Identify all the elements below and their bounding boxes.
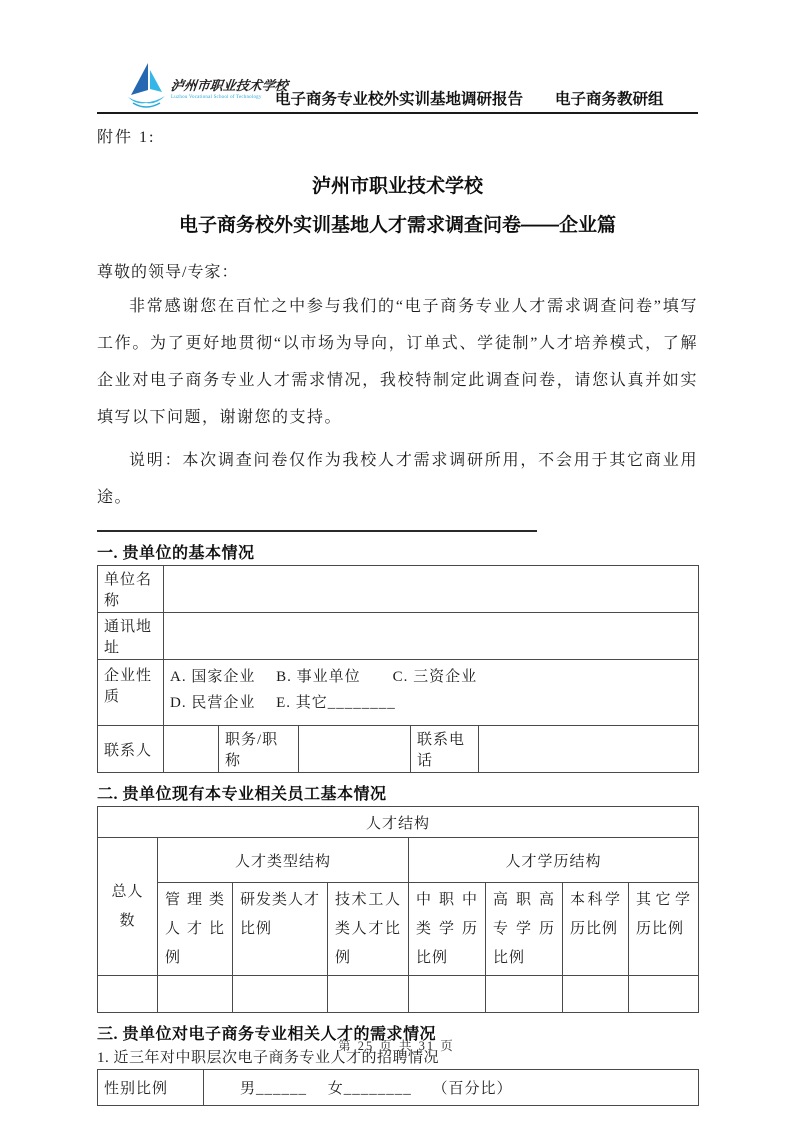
unit-name-field [164, 566, 699, 613]
table-row [98, 883, 699, 976]
phone-label: 联系电话 [411, 726, 479, 773]
table-row [98, 613, 699, 660]
section3-heading: 三. 贵单位对电子商务专业相关人才的需求情况 [97, 1026, 437, 1043]
empty-cell [233, 976, 328, 1013]
header-group-name: 电子商务教研组 [555, 91, 664, 108]
logo-text-block [171, 75, 288, 100]
sailboat-logo-icon [123, 61, 169, 109]
section2-heading: 二. 贵单位现有本专业相关员工基本情况 [97, 786, 387, 803]
empty-cell [158, 976, 233, 1013]
technical-ratio-header: 技术工人类人才比例 [328, 883, 409, 976]
table-row [98, 566, 699, 613]
phone-field [479, 726, 699, 773]
address-field [164, 613, 699, 660]
attachment-label: 附件 1: [97, 129, 156, 146]
logo-school-name-en: Luzhou Vocational School of Technology [171, 95, 262, 100]
salutation: 尊敬的领导/专家： [97, 264, 239, 281]
enterprise-type-options-line2: D. 民营企业 E. 其它________ [170, 695, 396, 711]
intro-paragraph: 非常感谢您在百忙之中参与我们的“电子商务专业人才需求调查问卷”填写工作。为了更好地贯彻“以市场为导向，订单式、学徒制”人才培养模式，了解企业对电子商务专业人才需求情况，我校特制定此调查问卷，请您认真并如实填写以下问题，谢谢您的支持。 [97, 298, 698, 426]
logo-school-name-cn: 泸州市职业技术学校 [170, 79, 289, 94]
section3-subheading: 1. 近三年对中职层次电子商务专业人才的招聘情况 [97, 1050, 440, 1066]
table-row [98, 838, 699, 883]
recruitment-table [97, 1069, 699, 1106]
enterprise-type-label: 企业性质 [98, 660, 164, 726]
section1-heading: 一. 贵单位的基本情况 [97, 545, 255, 562]
page-content [97, 0, 698, 1106]
higher-vocational-ratio-header: 高职高专学历比例 [486, 883, 563, 976]
header-report-title: 电子商务专业校外实训基地调研报告 [275, 91, 524, 108]
school-logo [123, 61, 289, 109]
empty-cell [563, 976, 629, 1013]
secondary-vocational-ratio-header: 中职中类学历比例 [409, 883, 486, 976]
page-number-footer: 第 25 页 共 31 页 [338, 1039, 455, 1053]
separator-line [97, 530, 537, 532]
gender-ratio-label: 性别比例 [98, 1070, 204, 1106]
empty-cell [629, 976, 699, 1013]
document-subtitle: 电子商务校外实训基地人才需求调查问卷——企业篇 [178, 215, 616, 236]
talent-education-group-header: 人才学历结构 [409, 838, 699, 883]
page-header [97, 50, 698, 114]
total-count-header: 总人数 [98, 838, 158, 976]
contact-person-field [164, 726, 219, 773]
enterprise-type-options-line1: A. 国家企业 B. 事业单位 C. 三资企业 [170, 669, 478, 685]
empty-cell [328, 976, 409, 1013]
talent-structure-header: 人才结构 [98, 807, 699, 838]
table-row [98, 976, 699, 1013]
table-row [98, 1070, 699, 1106]
talent-type-group-header: 人才类型结构 [158, 838, 409, 883]
contact-person-label: 联系人 [98, 726, 164, 773]
table-row [98, 726, 699, 773]
table-row [98, 660, 699, 726]
empty-cell [409, 976, 486, 1013]
document-title: 泸州市职业技术学校 [311, 176, 483, 197]
staff-structure-table [97, 806, 699, 1013]
gender-ratio-blanks: 男______ 女________ （百分比） [204, 1070, 699, 1106]
address-label: 通讯地址 [98, 613, 164, 660]
management-ratio-header: 管理类人才比例 [158, 883, 233, 976]
enterprise-type-options [164, 660, 699, 726]
position-field [299, 726, 411, 773]
header-title [275, 87, 698, 109]
empty-cell [98, 976, 158, 1013]
basic-info-table [97, 565, 699, 773]
bachelor-ratio-header: 本科学历比例 [563, 883, 629, 976]
empty-cell [486, 976, 563, 1013]
table-row [98, 807, 699, 838]
rd-ratio-header: 研发类人才比例 [233, 883, 328, 976]
note-paragraph: 说明：本次调查问卷仅作为我校人才需求调研所用，不会用于其它商业用途。 [97, 452, 698, 506]
unit-name-label: 单位名称 [98, 566, 164, 613]
position-label: 职务/职称 [219, 726, 299, 773]
other-education-ratio-header: 其它学历比例 [629, 883, 699, 976]
